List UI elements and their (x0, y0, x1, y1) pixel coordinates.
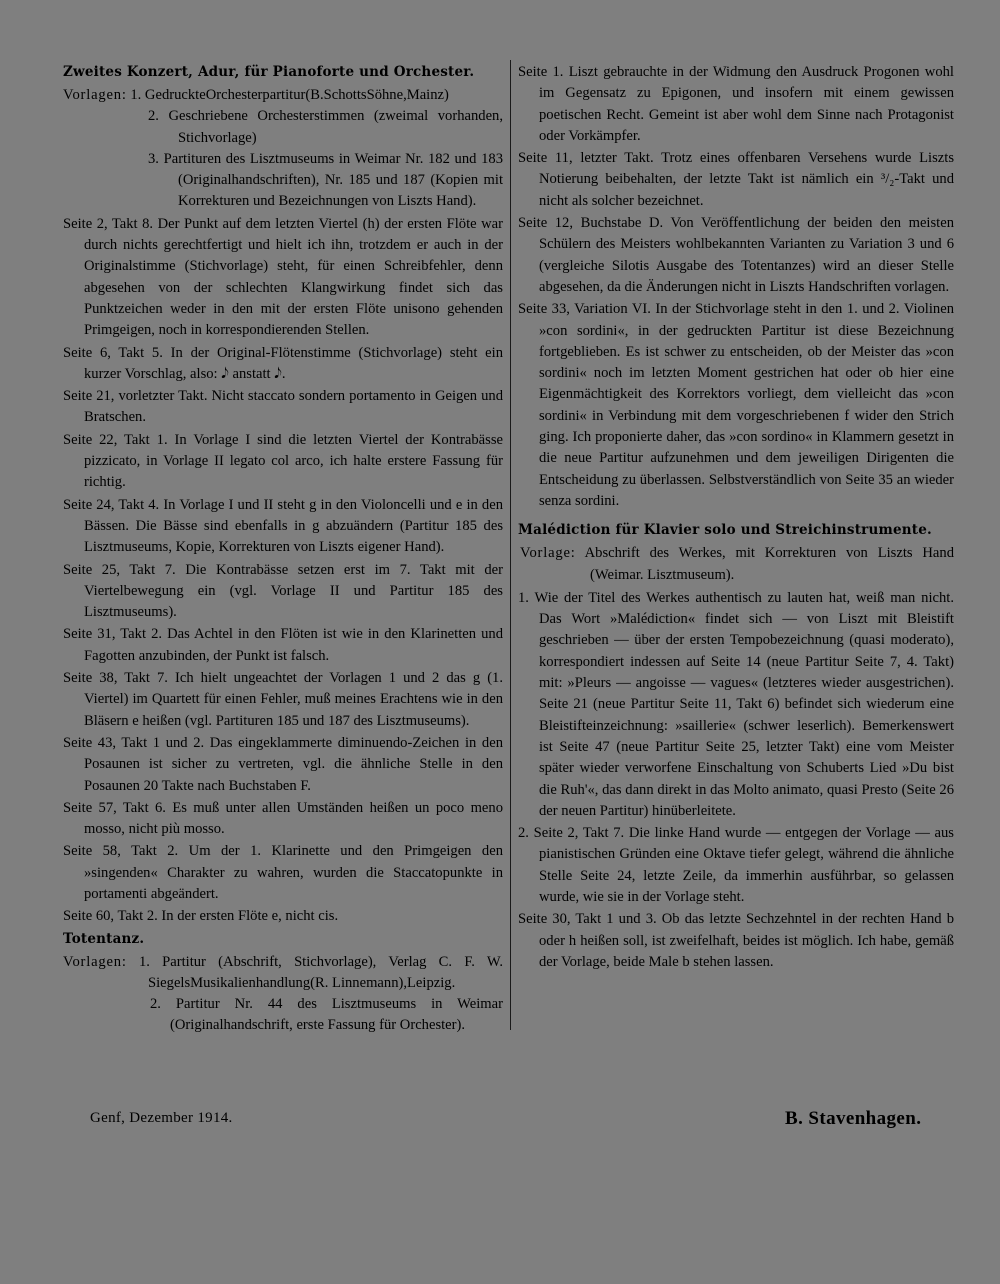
note-paragraph: Seite 1. Liszt gebrauchte in der Widmung den Ausdruck Progonen wohl im Gegensatz zu Epigonen, und insofern mit einem gewissen poetischen Recht. Gemeint ist aber wohl dem Sinne nach Protagonist oder Vorkämpfer. (518, 64, 954, 144)
signature: B. Stavenhagen. (785, 1108, 922, 1129)
vorlage-label: Vorlage: (520, 545, 576, 562)
vorlagen-totentanz-item-2: 2. Partitur Nr. 44 des Lisztmuseums in Weimar (Originalhandschrift, erste Fassung für Orchester). (150, 996, 503, 1034)
vorlagen-block (63, 85, 503, 213)
note-paragraph: Seite 31, Takt 2. Das Achtel in den Flöten ist wie in den Klarinetten und Fagotten anzubinden, der Punkt ist falsch. (63, 626, 503, 664)
note-paragraph: Seite 24, Takt 4. In Vorlage I und II steht g in den Violoncelli und e in den Bässen. Die Bässe sind ebenfalls in g abzuändern (Partitur 185 des Lisztmuseums, Kopie, Korrekturen von Liszts eigener Hand). (63, 496, 503, 556)
note-paragraph: Seite 60, Takt 2. In der ersten Flöte e, nicht cis. (63, 908, 339, 925)
vorlagen-item-text: 1. GedruckteOrchesterpartitur(B.SchottsSöhne,Mainz) (130, 87, 449, 103)
vorlagen-totentanz-block (63, 952, 503, 1037)
note-paragraph: Seite 43, Takt 1 und 2. Das eingeklammerte diminuendo-Zeichen in den Posaunen ist sicher zu vertreten, vgl. die ähnliche Stelle in den Posaunen 20 Takte nach Buchstaben F. (63, 734, 503, 794)
vorlagen-label: Vorlagen: (63, 87, 127, 103)
vorlagen-totentanz-item-1 (63, 952, 503, 995)
note-paragraph: Seite 6, Takt 5. In der Original-Flötenstimme (Stichvorlage) steht ein kurzer Vorschlag, also: 𝅘𝅥𝅮 anstatt 𝅘𝅥𝅮. (63, 344, 503, 382)
vorlagen-item-1 (63, 85, 503, 106)
note-paragraph: Seite 12, Buchstabe D. Von Veröffentlichung der beiden den meisten Schülern des Meisters wohlbekannten Varianten zu Variation 3 und 6 (vergleiche Silotis Ausgabe des Totentanzes) wird an dieser Stelle abgesehen, da die Änderungen nicht in Liszts Handschriften vorlagen. (518, 215, 954, 295)
place-date: Genf, Dezember 1914. (90, 1110, 233, 1126)
note-paragraph: Seite 57, Takt 6. Es muß unter allen Umständen heißen un poco meno mosso, nicht più mosso. (63, 799, 503, 838)
note-paragraph: Seite 30, Takt 1 und 3. Ob das letzte Sechzehntel in der rechten Hand b oder h heißen soll, ist zweifelhaft, beides ist möglich. Ich habe, gemäß der Vorlage, beide Male b stehen lassen. (518, 911, 954, 970)
note-paragraph: Seite 33, Variation VI. In der Stichvorlage steht in den 1. und 2. Violinen »con sordini«, in der gedruckten Partitur ist diese Bezeichnung fortgeblieben. Es ist schwer zu entscheiden, ob der Meister das »con sordini« noch im letzten Moment gestrichen hat oder ob hier eine Eigenmächtigkeit des Korrektors vorliegt, dem vielleicht das »con sordini« in Verbindung mit dem vorgeschriebenen f wider den Strich ging. Ich proponierte daher, das »con sordino« in Klammern gesetzt in die neue Partitur aufzunehmen und dem jeweiligen Dirigenten die Entscheidung zu überlassen. Selbstverständlich von Seite 35 an wieder senza sordini. (518, 301, 954, 509)
note-paragraph: 1. Wie der Titel des Werkes authentisch zu lauten hat, weiß man nicht. Das Wort »Malédiction« findet sich — von Liszt mit Bleistift geschrieben — über der ersten Tempobezeichnung (quasi moderato), korrespondiert indessen auf Seite 14 (neue Partitur Seite 7, 4. Takt) mit: »Pleurs — angoisse — vagues« (letzteres wieder ausgestrichen). Seite 21 (neue Partitur Seite 11, Takt 6) befindet sich wiederum eine Bleistifteinzeichnung: »saillerie« (schwer leserlich). Bemerkenswert ist Seite 47 (neue Partitur Seite 25, letzter Takt) eine vom Meister später wieder verworfene Einschaltung von Schuberts Lied »Du bist die Ruh'«, das dann direkt in das Molto animato, quasi Presto (Seite 26 der neuen Partitur) hinüberleitete. (518, 589, 954, 819)
vorlagen-item-2: 2. Geschriebene Orchesterstimmen (zweimal vorhanden, Stichvorlage) (148, 108, 503, 146)
vorlage-malediction-block (518, 543, 954, 586)
note-paragraph: Seite 22, Takt 1. In Vorlage I sind die letzten Viertel der Kontrabässe pizzicato, in Vorlage II legato col arco, ich halte erstere Fassung für richtig. (63, 431, 503, 491)
section-title-totentanz: Totentanz. (63, 930, 145, 947)
note-paragraph: Seite 2, Takt 8. Der Punkt auf dem letzten Viertel (h) der ersten Flöte war durch nichts gerechtfertigt und hielt ich ihn, trotzdem er auch in der Originalstimme (Stichvorlage) steht, für einen Schreibfehler, denn abgesehen von der schlechten Klangwirkung findet sich das Punktzeichen weder in den mit der ersten Flöte unisono gehenden Primgeigen, noch in korrespondierenden Stellen. (63, 215, 503, 339)
left-column (63, 62, 503, 1038)
note-paragraph: Seite 21, vorletzter Takt. Nicht staccato sondern portamento in Geigen und Bratschen. (63, 388, 503, 426)
vorlagen-totentanz-label: Vorlagen: (63, 953, 127, 970)
right-column (518, 62, 954, 974)
vorlage-text: Abschrift des Werkes, mit Korrekturen von Liszts Hand (Weimar. Lisztmuseum). (584, 545, 955, 583)
note-paragraph: Seite 38, Takt 7. Ich hielt ungeachtet der Vorlagen 1 und 2 das g (1. Viertel) im Quartett für einen Fehler, muß meines Erachtens wie in den Bläsern e heißen (vgl. Partituren 185 und 187 des Lisztmuseums). (63, 670, 503, 729)
note-paragraph: Seite 58, Takt 2. Um der 1. Klarinette und den Primgeigen den »singenden« Charakter zu wahren, wurden die Staccatopunkte in portamenti abgeändert. (63, 843, 503, 902)
vorlagen-item-3: 3. Partituren des Lisztmuseums in Weimar Nr. 182 und 183 (Originalhandschriften), Nr. 185 und 187 (Kopien mit Korrekturen und Bezeichnungen von Liszts Hand). (148, 150, 503, 210)
note-paragraph: Seite 25, Takt 7. Die Kontrabässe setzen erst im 7. Takt mit der Viertelbewegung ein (vgl. Vorlage II und Partitur 185 des Lisztmuseums). (63, 561, 503, 621)
section-title-konzert: Zweites Konzert, Adur, für Pianoforte und Orchester. (63, 64, 475, 80)
vorlagen-totentanz-item-text: 1. Partitur (Abschrift, Stichvorlage), Verlag C. F. W. SiegelsMusikalienhandlung(R. Linnemann),Leipzig. (138, 953, 503, 991)
note-paragraph: 2. Seite 2, Takt 7. Die linke Hand wurde — entgegen der Vorlage — aus pianistischen Gründen eine Oktave tiefer gelegt, während die ähnliche Stelle Seite 24, letzte Zeile, da immerhin ausführbar, so gelassen wurde, wie sie in der Vorlage steht. (518, 825, 954, 905)
section-title-malediction: Malédiction für Klavier solo und Streichinstrumente. (518, 522, 932, 539)
note-paragraph: Seite 11, letzter Takt. Trotz eines offenbaren Versehens wurde Liszts Notierung beibehalten, der letzte Takt ist nämlich ein ³/₂-Takt und nicht als solcher bezeichnet. (518, 150, 954, 209)
column-divider (510, 60, 511, 1030)
